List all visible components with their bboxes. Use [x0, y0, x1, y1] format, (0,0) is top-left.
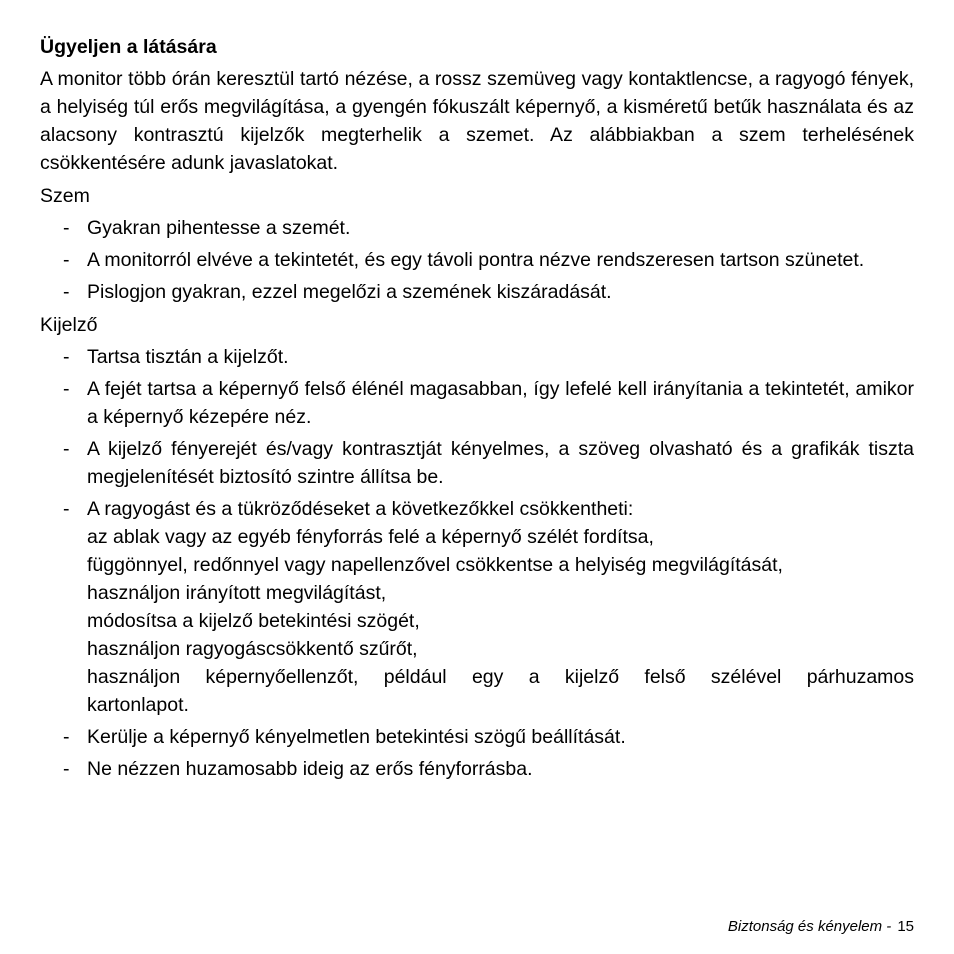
display-list — [40, 343, 914, 783]
dash-marker: - — [63, 346, 70, 368]
list-item-text: A monitorról elvéve a tekintetét, és egy távoli pontra nézve rendszeresen tartson szünetet. — [87, 249, 865, 271]
glare-line: módosítsa a kijelző betekintési szögét, — [87, 610, 420, 632]
list-item-text: A fejét tartsa a képernyő felső élénél magasabban, így lefelé kell irányítania a tekintetét, amikor a képernyő kézepére néz. — [87, 378, 914, 428]
list-item-text: Tartsa tisztán a kijelzőt. — [87, 346, 289, 368]
glare-line: kartonlapot. — [87, 694, 189, 716]
glare-line: használjon irányított megvilágítást, — [87, 582, 387, 604]
dash-marker: - — [63, 498, 70, 520]
list-item — [40, 246, 914, 274]
list-item-glare — [40, 495, 914, 719]
section-heading: Ügyeljen a látására — [40, 36, 217, 58]
eyes-subheading: Szem — [40, 185, 90, 207]
dash-marker: - — [63, 217, 70, 239]
list-item-text: Ne nézzen huzamosabb ideig az erős fényforrásba. — [87, 758, 533, 780]
list-item — [40, 435, 914, 491]
glare-line: használjon ragyogáscsökkentő szűrőt, — [87, 638, 418, 660]
page-number: 15 — [897, 918, 914, 935]
list-item — [40, 214, 914, 242]
list-item-text: Pislogjon gyakran, ezzel megelőzi a szemének kiszáradását. — [87, 281, 612, 303]
dash-marker: - — [63, 726, 70, 748]
glare-line: használjon képernyőellenzőt, például egy a kijelző felső szélével párhuzamos — [87, 666, 914, 688]
footer-section-title: Biztonság és kényelem - — [727, 918, 892, 935]
intro-paragraph: A monitor több órán keresztül tartó nézése, a rossz szemüveg vagy kontaktlencse, a ragyogó fények, a helyiség túl erős megvilágítása, a gyengén fókuszált képernyő, a kisméretű betűk használata és az alacsony kontrasztú kijelzők megterhelik a szemet. Az alábbiakban a szem terhelésének csökkentésére adunk javaslatokat. — [40, 68, 914, 174]
list-item — [40, 755, 914, 783]
glare-line: az ablak vagy az egyéb fényforrás felé a képernyő szélét fordítsa, — [87, 526, 654, 548]
list-item-text: Kerülje a képernyő kényelmetlen betekintési szögű beállítását. — [87, 726, 626, 748]
glare-lead: A ragyogást és a tükröződéseket a következőkkel csökkentheti: — [87, 498, 634, 520]
dash-marker: - — [63, 758, 70, 780]
dash-marker: - — [63, 281, 70, 303]
list-item — [40, 375, 914, 431]
list-item-text: Gyakran pihentesse a szemét. — [87, 217, 351, 239]
document-page — [40, 34, 914, 788]
dash-marker: - — [63, 249, 70, 271]
eyes-list — [40, 214, 914, 306]
glare-line: függönnyel, redőnnyel vagy napellenzővel csökkentse a helyiség megvilágítását, — [87, 554, 783, 576]
list-item-text: A kijelző fényerejét és/vagy kontrasztját kényelmes, a szöveg olvasható és a grafikák tiszta megjelenítését biztosító szintre állítsa be. — [87, 438, 914, 488]
dash-marker: - — [63, 378, 70, 400]
list-item — [40, 278, 914, 306]
list-item — [40, 723, 914, 751]
display-subheading: Kijelző — [40, 314, 98, 336]
page-footer — [728, 917, 914, 937]
list-item — [40, 343, 914, 371]
dash-marker: - — [63, 438, 70, 460]
